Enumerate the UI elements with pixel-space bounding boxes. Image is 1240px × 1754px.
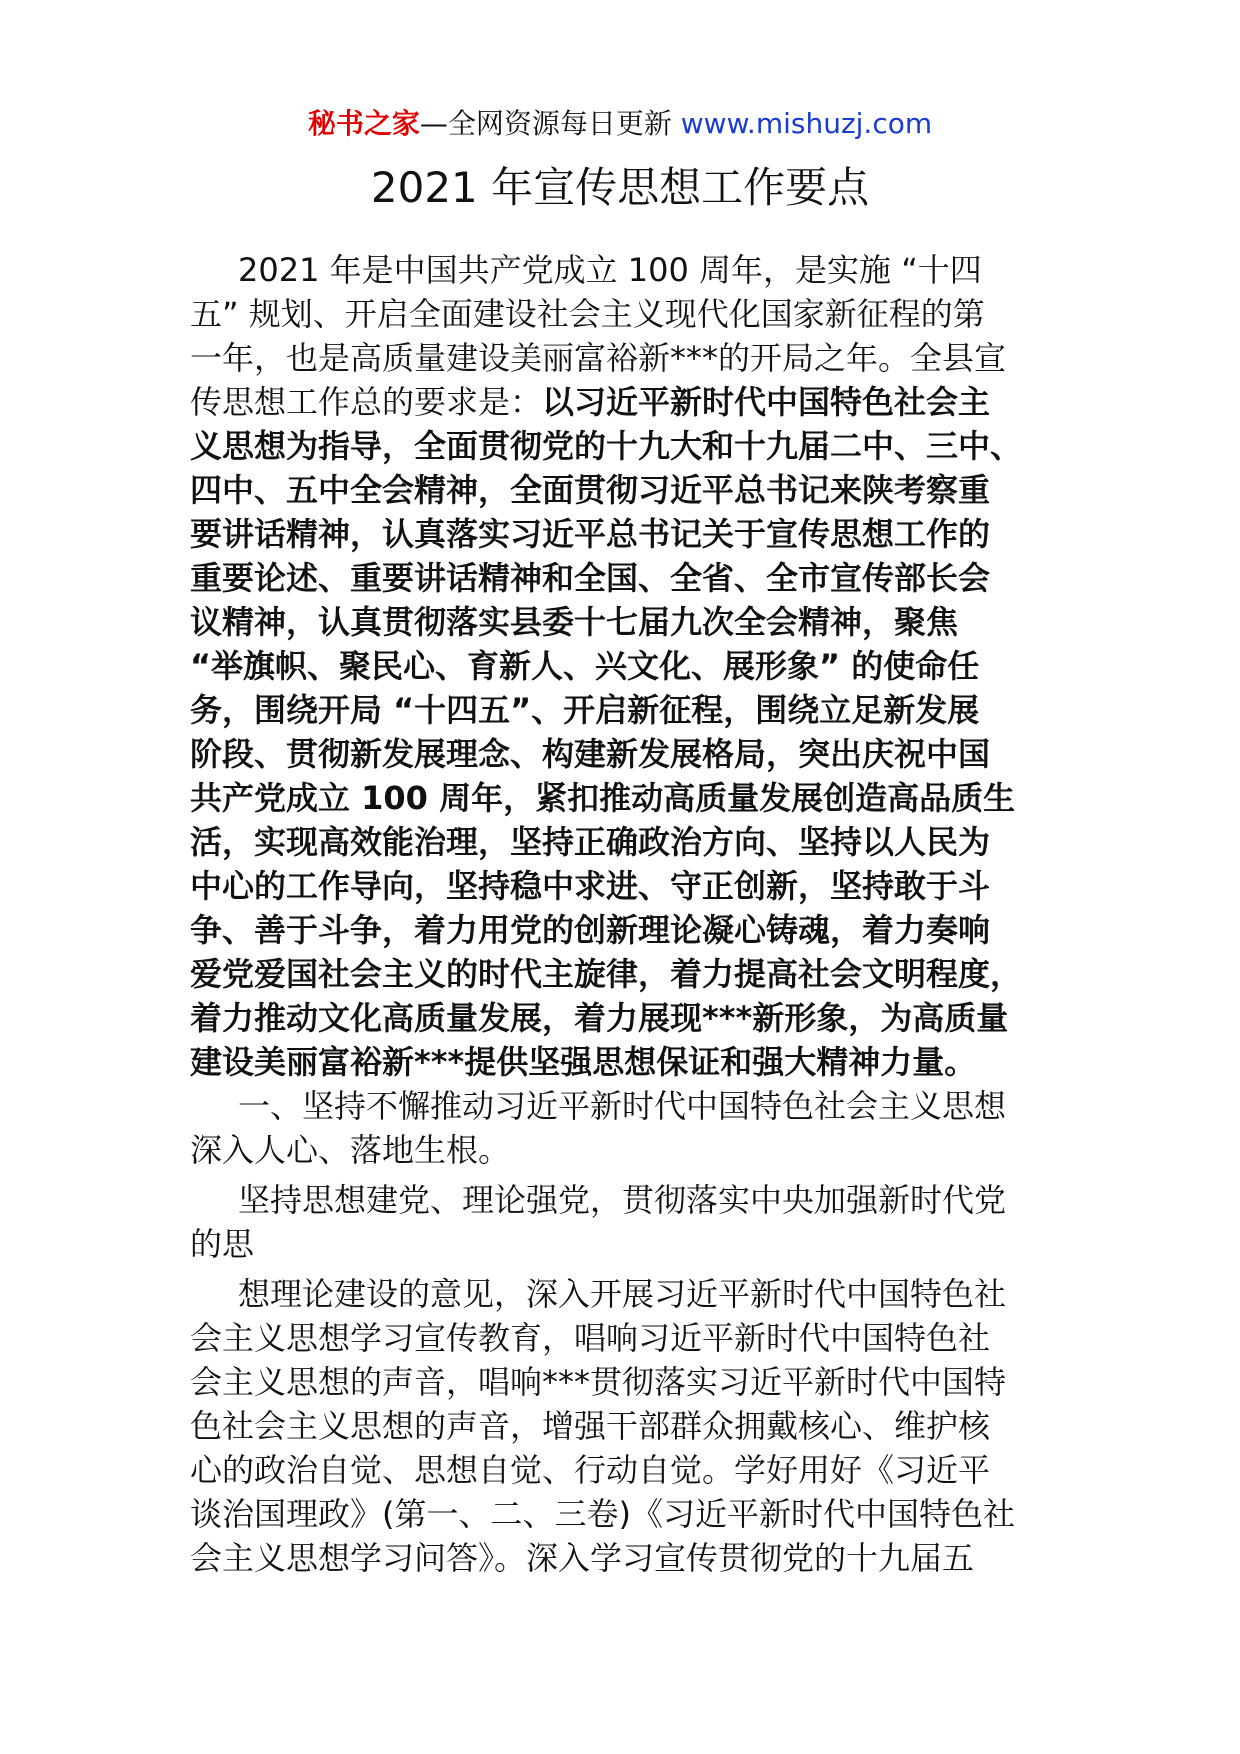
bold-line: “举旗帜、聚民心、育新人、兴文化、展形象” 的使命任 (190, 647, 980, 685)
bold-line: 义思想为指导，全面贯彻党的十九大和十九届二中、三中、 (190, 427, 1023, 465)
text-line: 坚持思想建党、理论强党，贯彻落实中央加强新时代党 (238, 1181, 1007, 1219)
text-line: 深入人心、落地生根。 (190, 1131, 511, 1169)
text-line: 一年，也是高质量建设美丽富裕新***的开局之年。全县宣 (190, 339, 1007, 377)
site-header (0, 104, 1240, 144)
text-line-mixed (190, 380, 1060, 424)
header-tagline: —全网资源每日更新 (419, 107, 681, 140)
text-segment: 传思想工作总的要求是： (190, 383, 543, 421)
paragraph-intro (190, 248, 1060, 1084)
text-line: 会主义思想学习宣传教育，唱响习近平新时代中国特色社 (190, 1319, 991, 1357)
text-line: 想理论建设的意见，深入开展习近平新时代中国特色社 (238, 1275, 1007, 1313)
bold-line: 阶段、贯彻新发展理念、构建新发展格局，突出庆祝中国 (190, 735, 991, 773)
paragraph-3 (190, 1272, 1060, 1580)
document-title: 2021 年宣传思想工作要点 (370, 163, 870, 212)
site-url-link[interactable]: www.mishuzj.com (680, 107, 933, 140)
text-line: 五” 规划、开启全面建设社会主义现代化国家新征程的第 (190, 295, 985, 333)
bold-line: 议精神，认真贯彻落实县委十七届九次全会精神，聚焦 (190, 603, 959, 641)
bold-segment: 以习近平新时代中国特色社会主 (542, 383, 991, 421)
bold-line: 争、善于斗争，着力用党的创新理论凝心铸魂，着力奏响 (190, 911, 991, 949)
document-body (190, 248, 1060, 1580)
section-heading-1 (190, 1084, 1060, 1172)
text-line: 会主义思想学习问答》。深入学习宣传贯彻党的十九届五 (190, 1539, 975, 1577)
text-line: 色社会主义思想的声音，增强干部群众拥戴核心、维护核 (190, 1407, 991, 1445)
bold-line: 四中、五中全会精神，全面贯彻习近平总书记来陕考察重 (190, 471, 991, 509)
bold-line: 建设美丽富裕新***提供坚强思想保证和强大精神力量。 (190, 1043, 977, 1081)
bold-line: 中心的工作导向，坚持稳中求进、守正创新，坚持敢于斗 (190, 867, 991, 905)
text-line: 心的政治自觉、思想自觉、行动自觉。学好用好《习近平 (190, 1451, 991, 1489)
bold-line: 务，围绕开局 “十四五”、开启新征程，围绕立足新发展 (190, 691, 980, 729)
bold-line: 着力推动文化高质量发展，着力展现***新形象，为高质量 (190, 999, 1009, 1037)
text-line: 2021 年是中国共产党成立 100 周年，是实施 “十四 (238, 251, 982, 289)
text-line: 一、坚持不懈推动习近平新时代中国特色社会主义思想 (238, 1087, 1007, 1125)
bold-line: 活，实现高效能治理，坚持正确政治方向、坚持以人民为 (190, 823, 991, 861)
text-line: 谈治国理政》(第一、二、三卷)《习近平新时代中国特色社 (190, 1495, 1015, 1533)
paragraph-2 (190, 1178, 1060, 1266)
bold-line: 爱党爱国社会主义的时代主旋律，着力提高社会文明程度， (190, 955, 1023, 993)
brand-name: 秘书之家 (307, 107, 420, 140)
bold-line: 共产党成立 100 周年，紧扣推动高质量发展创造高品质生 (190, 779, 1016, 817)
bold-line: 要讲话精神，认真落实习近平总书记关于宣传思想工作的 (190, 515, 991, 553)
bold-line: 重要论述、重要讲话精神和全国、全省、全市宣传部长会 (190, 559, 991, 597)
text-line: 的思 (190, 1225, 255, 1263)
text-line: 会主义思想的声音，唱响***贯彻落实习近平新时代中国特 (190, 1363, 1007, 1401)
